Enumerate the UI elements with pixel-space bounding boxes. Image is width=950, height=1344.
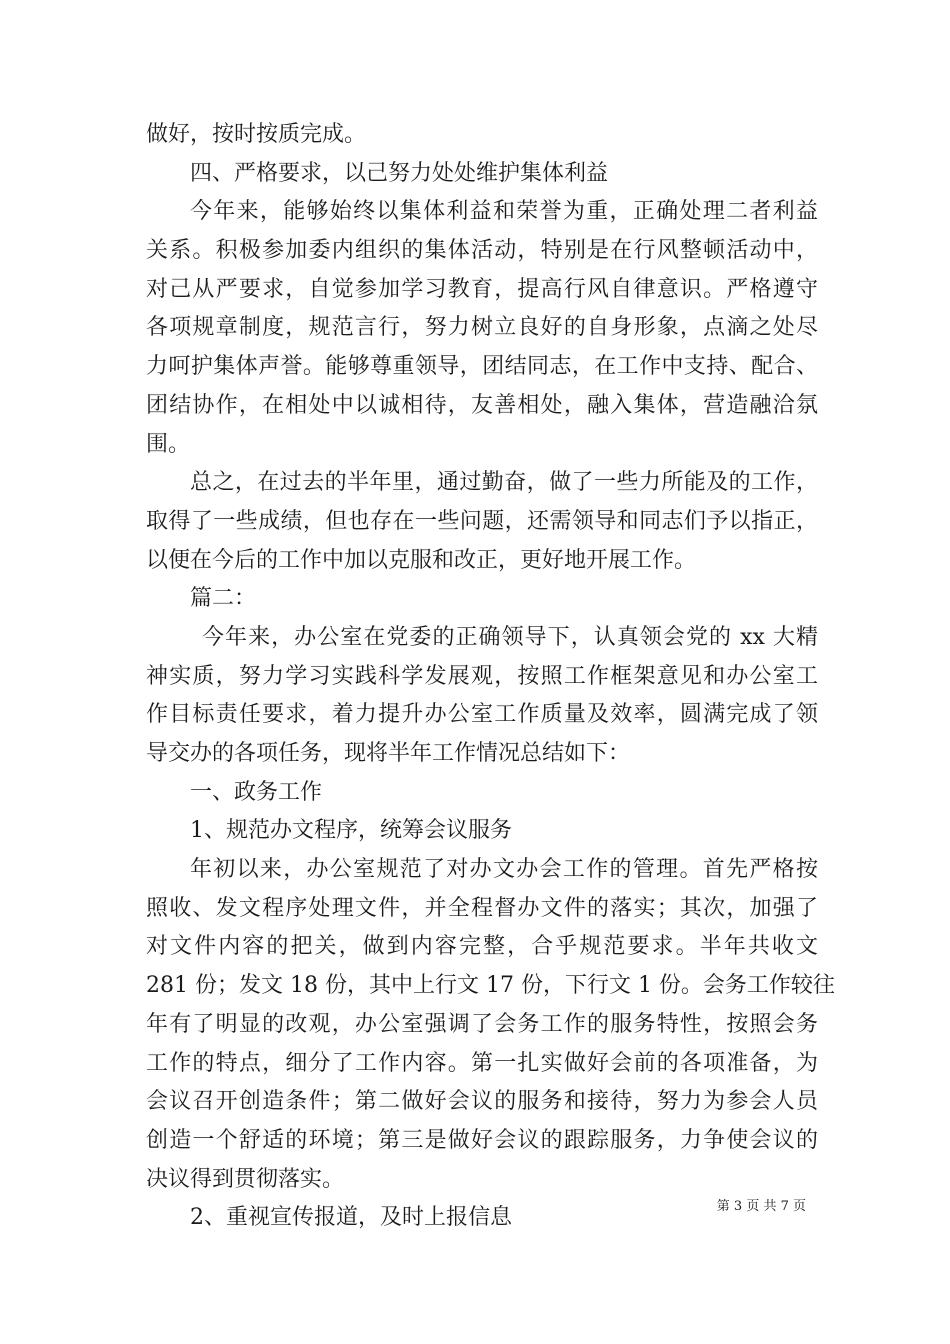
text-line: 对己从严要求，自觉参加学习教育，提高行风自律意识。严格遵守 <box>146 276 818 302</box>
text-line: 围。 <box>146 431 191 457</box>
text-line: 年有了明显的改观，办公室强调了会务工作的服务特性，按照会务 <box>146 1011 818 1037</box>
text-line: 取得了一些成绩，但也存在一些问题，还需领导和同志们予以指正， <box>146 508 818 534</box>
text-line: 以便在今后的工作中加以克服和改正，更好地开展工作。 <box>146 547 697 573</box>
text-line: 会议召开创造条件；第二做好会议的服务和接待，努力为参会人员 <box>146 1089 818 1115</box>
document-body <box>146 116 835 1238</box>
text-line: 年初以来，办公室规范了对办文办会工作的管理。首先严格按 <box>190 857 818 883</box>
text-line: 作目标责任要求，着力提升办公室工作质量及效率，圆满完成了领 <box>146 702 818 728</box>
page-number: 第 3 页 共 7 页 <box>716 1199 806 1214</box>
text-line: 导交办的各项任务，现将半年工作情况总结如下： <box>146 741 631 766</box>
section-heading: 四、严格要求，以己努力处处维护集体利益 <box>190 160 609 186</box>
text-line: 做好，按时按质完成。 <box>146 122 367 147</box>
section-heading: 篇二： <box>190 586 257 612</box>
text-line: 今年来，办公室在党委的正确领导下，认真领会党的 xx 大精 <box>202 624 818 650</box>
text-line: 决议得到贯彻落实。 <box>146 1166 345 1192</box>
subsection-heading: 1、规范办文程序，统筹会议服务 <box>190 818 512 844</box>
section-heading: 一、政务工作 <box>190 779 323 805</box>
text-line: 照收、发文程序处理文件，并全程督办文件的落实；其次，加强了 <box>146 895 818 921</box>
text-line: 创造一个舒适的环境；第三是做好会议的跟踪服务，力争使会议的 <box>146 1127 818 1153</box>
text-line: 关系。积极参加委内组织的集体活动，特别是在行风整顿活动中， <box>146 238 818 264</box>
text-line: 团结协作，在相处中以诚相待，友善相处，融入集体，营造融洽氛 <box>146 392 818 418</box>
text-line: 神实质，努力学习实践科学发展观，按照工作框架意见和办公室工 <box>146 663 818 689</box>
text-line: 各项规章制度，规范言行，努力树立良好的自身形象，点滴之处尽 <box>146 315 818 341</box>
text-line: 今年来，能够始终以集体利益和荣誉为重，正确处理二者利益 <box>190 199 818 225</box>
text-line: 对文件内容的把关，做到内容完整，合乎规范要求。半年共收文 <box>146 934 818 960</box>
subsection-heading: 2、重视宣传报道，及时上报信息 <box>190 1205 512 1231</box>
text-line: 281 份；发文 18 份，其中上行文 17 份，下行文 1 份。会务工作较往 <box>146 973 835 999</box>
text-line: 总之，在过去的半年里，通过勤奋，做了一些力所能及的工作， <box>190 470 818 496</box>
text-line: 力呵护集体声誉。能够尊重领导，团结同志，在工作中支持、配合、 <box>146 354 818 380</box>
text-line: 工作的特点，细分了工作内容。第一扎实做好会前的各项准备，为 <box>146 1050 818 1076</box>
